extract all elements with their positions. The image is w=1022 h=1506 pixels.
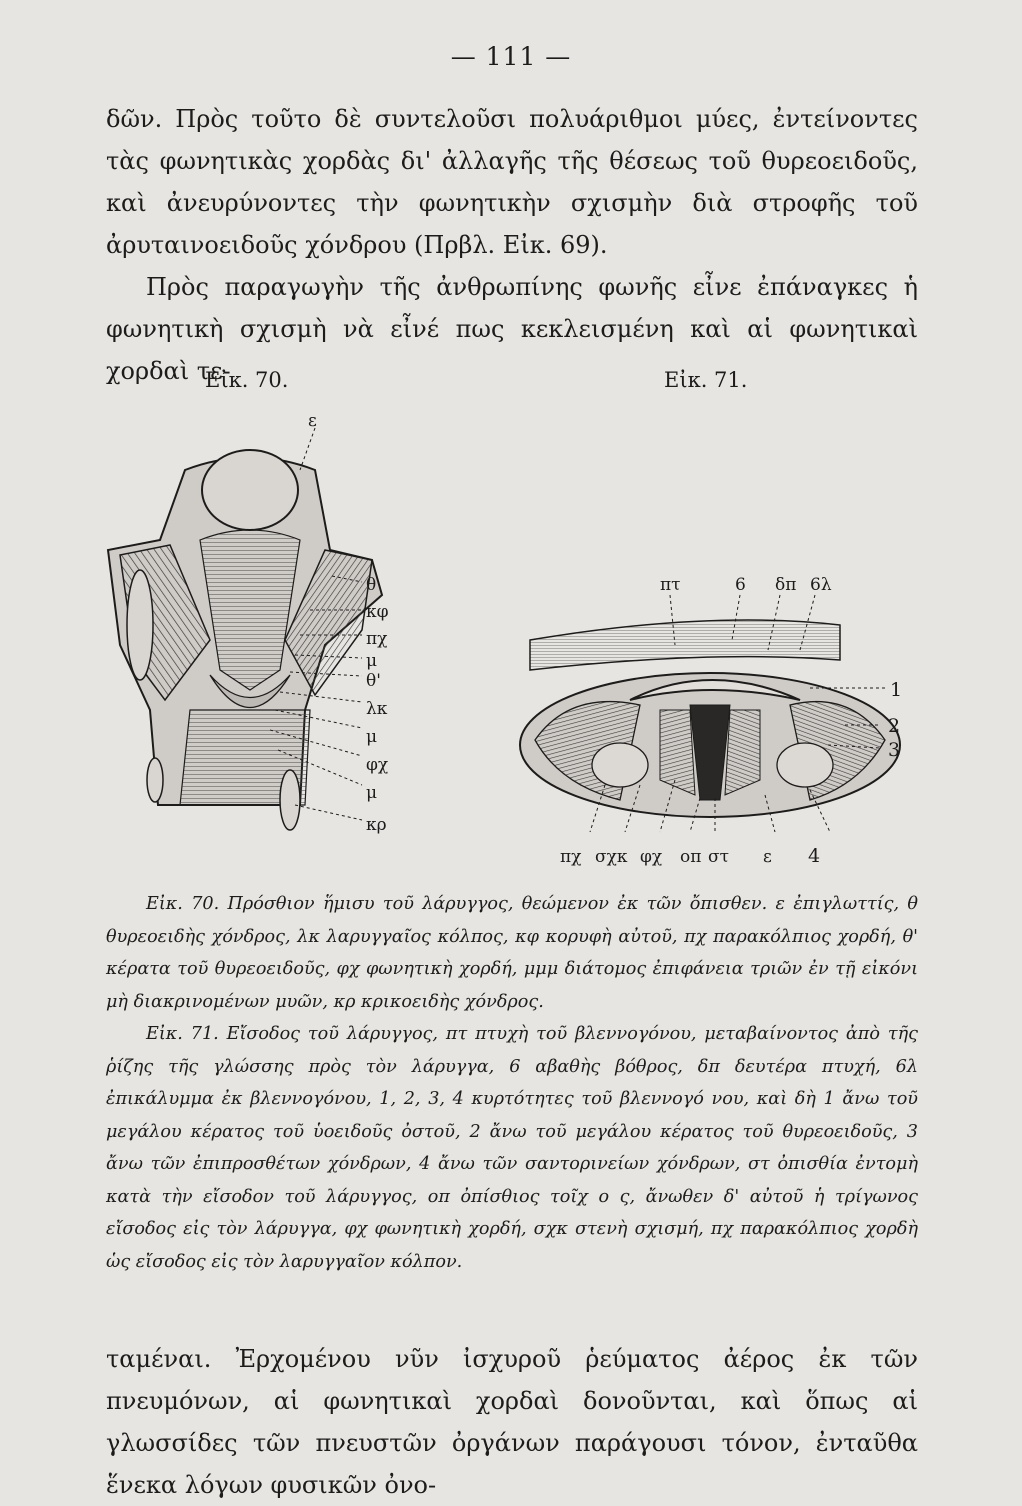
fig70-side-label: πχ <box>366 629 388 649</box>
fig71-bottom-label: οπ <box>680 847 702 867</box>
fig71-bottom-label: 4 <box>808 845 821 867</box>
fig71-top-label: δπ <box>775 575 797 595</box>
fig71-right-label: 1 <box>890 679 903 701</box>
fig70-side-label: κρ <box>366 815 387 835</box>
fig71-bottom-label: σχκ <box>595 847 628 867</box>
fig71-top-label: 6 <box>735 575 746 595</box>
figure-captions <box>106 888 918 1278</box>
fig70-side-label: θ <box>366 575 377 595</box>
figure-70-label: Εἰκ. 70. <box>205 368 289 392</box>
fig70-side-label: θ' <box>366 671 381 691</box>
caption-fig70: Εἰκ. 70. Πρόσθιον ἥμισυ τοῦ λάρυγγος, θεώμενον ἐκ τῶν ὄπισθεν. ε ἐπιγλωττίς, θ θυρεοειδὴς χόνδρος, λκ λαρυγγαῖος κόλπος, κφ κορυφὴ αὐτοῦ, πχ παρακόλπιος χορδή, θ' κέρατα τοῦ θυρεοειδοῦς, φχ φωνητικὴ χορδή, μμμ διάτομος ἐπιφάνεια τριῶν ἐν τῇ εἰκόνι μὴ διακρινομένων μυῶν, κρ κρικοειδὴς χόνδρος. <box>106 894 918 1012</box>
body-text-bottom <box>106 1338 918 1506</box>
fig71-top-label: πτ <box>660 575 681 595</box>
fig71-bottom-label: ε <box>763 847 772 867</box>
fig71-right-label: 2 <box>888 715 901 737</box>
fig70-side-label: μ <box>366 727 378 747</box>
fig71-top-label: 6λ <box>810 575 832 595</box>
figure-71-illustration <box>510 570 920 870</box>
fig71-right-label: 3 <box>888 739 901 761</box>
paragraph-1: δῶν. Πρὸς τοῦτο δὲ συντελοῦσι πολυάριθμοι μύες, ἐντείνοντες τὰς φωνητικὰς χορδὰς δι' ἀλλαγῆς τῆς θέσεως τοῦ θυρεοειδοῦς, καὶ ἀνευρύνοντες τὴν φωνητικὴν σχισμὴν διὰ στροφῆς τοῦ ἀρυταινοειδοῦς χόνδρου (Πρβλ. Εἰκ. 69). <box>106 105 918 259</box>
fig70-side-label: μ <box>366 783 378 803</box>
fig71-bottom-label: φχ <box>640 847 663 867</box>
paragraph-3: ταμέναι. Ἐρχομένου νῦν ἰσχυροῦ ῥεύματος ἀέρος ἐκ τῶν πνευμόνων, αἱ φωνητικαὶ χορδαὶ δονοῦνται, καὶ ὅπως αἱ γλωσσίδες τῶν πνευστῶν ὀργάνων παράγουσι τόνον, ἐνταῦθα ἕνεκα λόγων φυσικῶν ὀνο- <box>106 1345 918 1499</box>
paragraph-2: Πρὸς παραγωγὴν τῆς ἀνθρωπίνης φωνῆς εἶνε ἐπάναγκες ἡ φωνητικὴ σχισμὴ νὰ εἶνέ πως κεκλεισμένη καὶ αἱ φωνητικαὶ χορδαὶ τε- <box>106 273 918 385</box>
page-number: — 111 — <box>450 42 572 71</box>
body-text-top <box>106 98 918 392</box>
fig70-side-label: φχ <box>366 755 389 775</box>
fig71-bottom-label: στ <box>708 847 730 867</box>
fig71-bottom-label: πχ <box>560 847 582 867</box>
fig70-side-label: μ <box>366 651 378 671</box>
caption-fig71: Εἰκ. 71. Εἴσοδος τοῦ λάρυγγος, πτ πτυχὴ τοῦ βλεννογόνου, μεταβαίνοντος ἀπὸ τῆς ῥίζης τῆς γλώσσης πρὸς τὸν λάρυγγα, 6 αβαθὴς βόθρος, δπ δευτέρα πτυχή, 6λ ἐπικάλυμμα ἐκ βλεννογόνου, 1, 2, 3, 4 κυρτότητες τοῦ βλεννογό νου, καὶ δὴ 1 ἄνω τοῦ μεγάλου κέρατος τοῦ ὑοειδοῦς ὀστοῦ, 2 ἄνω τοῦ μεγάλου κέρατος τοῦ θυρεοειδοῦς, 3 ἄνω τῶν ἐπιπροσθέτων χόνδρων, 4 ἄνω τῶν σαντορινείων χόνδρων, στ ὀπισθία ἐντομὴ κατὰ τὴν εἴσοδον τοῦ λάρυγγος, οπ ὀπίσθιος τοῖχ ο ς, ἄνωθεν δ' αὐτοῦ ἡ τρίγωνος εἴσοδος εἰς τὸν λάρυγγα, φχ φωνητικὴ χορδή, σχκ στενὴ σχισμή, πχ παρακόλπιος χορδὴ ὡς εἴσοδος εἰς τὸν λαρυγγαῖον κόλπον. <box>106 1024 918 1272</box>
figure-70-illustration <box>100 410 440 860</box>
fig70-side-label: λκ <box>366 699 388 719</box>
fig70-side-label: κφ <box>366 602 389 622</box>
figure-71-label: Εἰκ. 71. <box>664 368 748 392</box>
fig70-label-top: ε <box>308 411 317 431</box>
